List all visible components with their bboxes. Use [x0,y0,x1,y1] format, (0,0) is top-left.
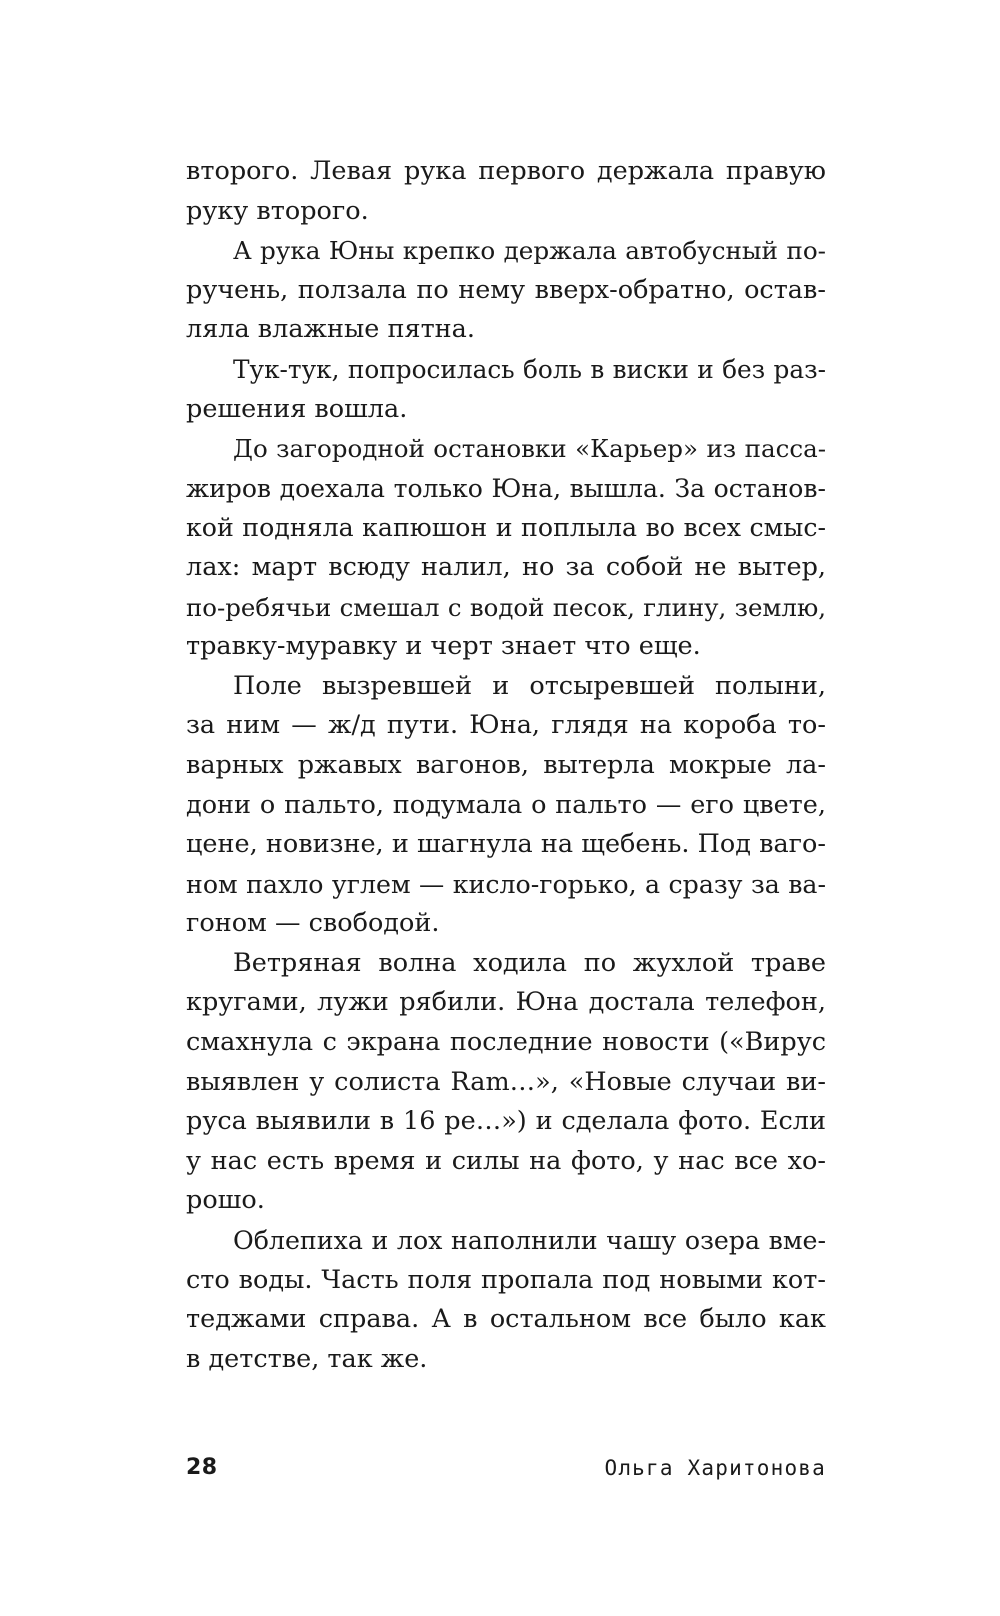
text-line: жиров доехала только Юна, вышла. За останов- [186,473,826,503]
text-line: Тук-тук, попросилась боль в виски и без раз- [233,354,826,384]
text-line: рошо. [186,1185,265,1216]
text-line: гоном — свободой. [186,908,440,939]
text-line: смахнула с экрана последние новости («Вирус [186,1027,826,1058]
page-footer [186,1448,826,1488]
running-footer-author: Ольга Харитонова [604,1456,826,1480]
text-line: варных ржавых вагонов, вытерла мокрые ла- [186,749,826,780]
text-line: ном пахло углем — кисло-горько, а сразу за ва- [186,869,826,899]
text-line: руку второго. [186,195,369,226]
text-line: в детстве, так же. [186,1343,428,1374]
text-line: у нас есть время и силы на фото, у нас все хо- [186,1145,826,1176]
text-line: ручень, ползала по нему вверх-обратно, остав- [186,274,826,305]
text-line: Поле вызревшей и отсыревшей полыни, [233,670,826,701]
text-line: сто воды. Часть поля пропала под новыми кот- [186,1264,826,1295]
text-line: Облепиха и лох наполнили чашу озера вме- [233,1226,826,1256]
text-line: дони о пальто, подумала о пальто — его цвете, [186,789,826,820]
text-line: выявлен у солиста Ram…», «Новые случаи ви- [186,1066,826,1097]
text-line: теджами справа. А в остальном все было как [186,1304,826,1335]
text-line: цене, новизне, и шагнула на щебень. Под ваго- [186,829,826,860]
text-line: кругами, лужи рябили. Юна достала телефон, [186,987,826,1018]
text-line: второго. Левая рука первого держала правую [186,156,826,186]
text-line: ляла влажные пятна. [186,314,475,345]
text-line: лах: март всюду налил, но за собой не вытер, [186,551,826,582]
text-line: До загородной остановки «Карьер» из пасса- [233,434,826,464]
page-number: 28 [186,1455,218,1480]
text-line: А рука Юны крепко держала автобусный по- [233,236,826,266]
body-text [186,152,826,1379]
text-line: Ветряная волна ходила по жухлой траве [233,947,826,978]
text-line: за ним — ж/д пути. Юна, глядя на короба то- [186,710,826,741]
text-line: кой подняла капюшон и поплыла во всех смыс- [186,513,826,543]
text-line: по-ребячьи смешал с водой песок, глину, землю, [186,592,826,622]
text-line: травку-муравку и черт знает что еще. [186,631,701,662]
text-line: решения вошла. [186,393,408,424]
text-line: руса выявили в 16 ре…») и сделала фото. Если [186,1106,826,1137]
